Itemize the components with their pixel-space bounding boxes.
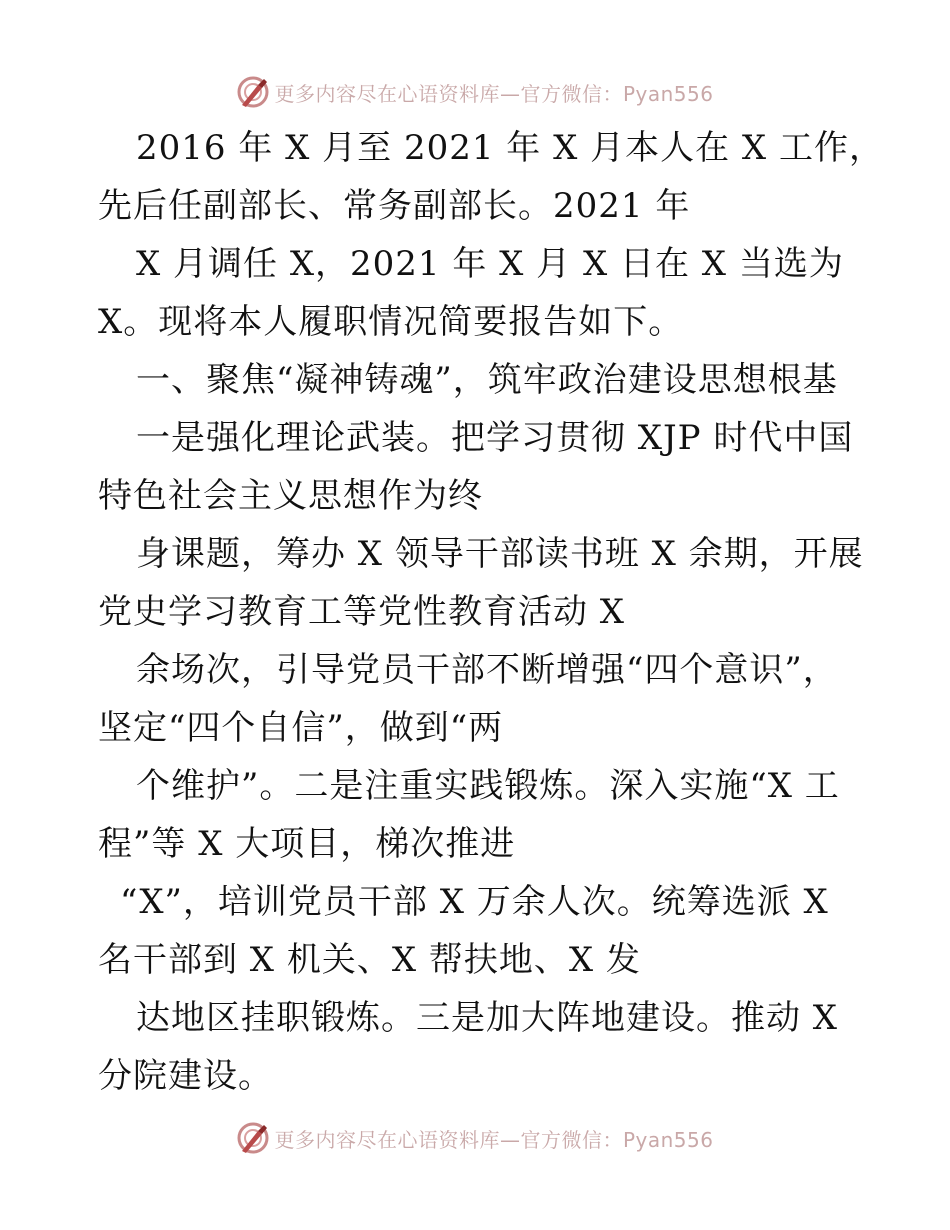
text-line: X 月调任 X，2021 年 X 月 X 日在 X 当选为 bbox=[136, 244, 844, 284]
watermark-text: 更多内容尽在心语资料库—官方微信：Pyan556 bbox=[274, 81, 714, 106]
pen-logo-icon bbox=[236, 75, 270, 109]
text-line: 2016 年 X 月至 2021 年 X 月本人在 X 工作， bbox=[136, 128, 884, 168]
text-line: 身课题，筹办 X 领导干部读书班 X 余期，开展 bbox=[136, 534, 864, 574]
section-heading: 一、聚焦“凝神铸魂”，筑牢政治建设思想根基 bbox=[136, 360, 838, 400]
text-line: 个维护”。二是注重实践锻炼。深入实施“X 工 bbox=[136, 766, 840, 806]
text-line: 先后任副部长、常务副部长。2021 年 bbox=[98, 186, 691, 226]
text-line: 党史学习教育工等党性教育活动 X bbox=[98, 592, 626, 632]
pen-logo-icon bbox=[236, 1121, 270, 1155]
watermark-text: 更多内容尽在心语资料库—官方微信：Pyan556 bbox=[274, 1127, 714, 1152]
text-line: 分院建设。 bbox=[98, 1056, 273, 1096]
text-line: 坚定“四个自信”，做到“两 bbox=[98, 708, 504, 748]
footer-watermark bbox=[0, 1118, 950, 1158]
text-line: 余场次，引导党员干部不断增强“四个意识”， bbox=[136, 650, 838, 690]
text-line: 名干部到 X 机关、X 帮扶地、X 发 bbox=[98, 940, 641, 980]
header-watermark bbox=[0, 72, 950, 112]
text-line: “X”，培训党员干部 X 万余人次。统筹选派 X bbox=[120, 882, 829, 922]
text-line: X。现将本人履职情况简要报告如下。 bbox=[98, 302, 684, 342]
text-line: 一是强化理论武装。把学习贯彻 XJP 时代中国 bbox=[136, 418, 854, 458]
text-line: 特色社会主义思想作为终 bbox=[98, 476, 483, 516]
text-line: 达地区挂职锻炼。三是加大阵地建设。推动 X bbox=[136, 998, 839, 1038]
text-line: 程”等 X 大项目，梯次推进 bbox=[98, 824, 516, 864]
